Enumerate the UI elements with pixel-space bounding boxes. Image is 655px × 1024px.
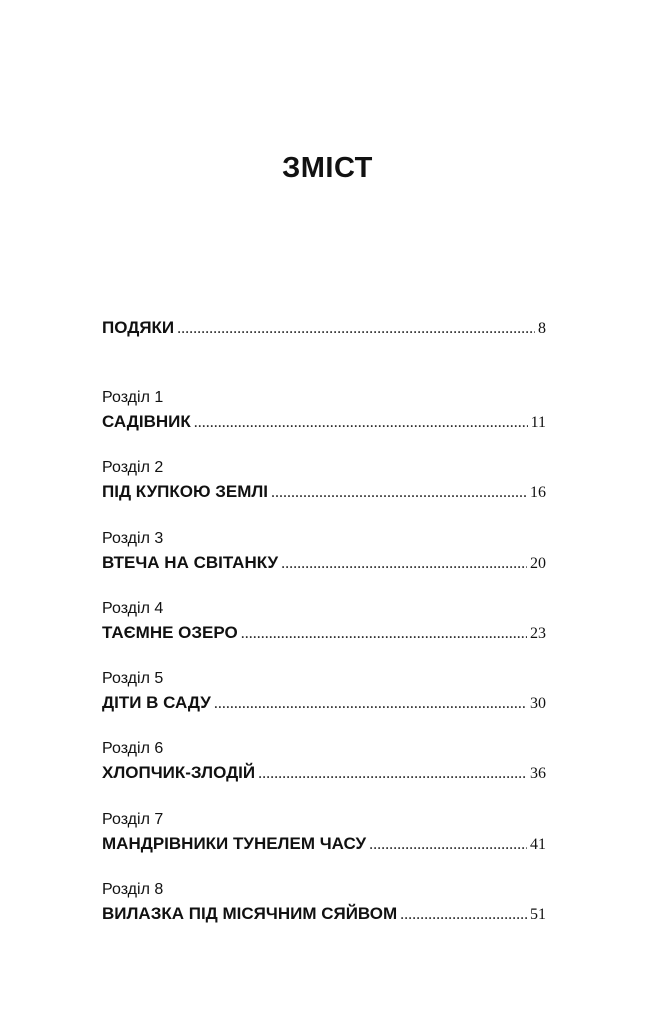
entry-title: ВТЕЧА НА СВІТАНКУ bbox=[102, 553, 279, 572]
dot-leader bbox=[271, 481, 527, 505]
toc-entry-chapter-1[interactable] bbox=[102, 386, 546, 434]
page-number: 20 bbox=[530, 555, 546, 572]
toc-entry-chapter-7[interactable] bbox=[102, 808, 546, 856]
chapter-label: Розділ 5 bbox=[102, 670, 164, 687]
entry-title: ТАЄМНЕ ОЗЕРО bbox=[102, 623, 238, 642]
toc-entry-chapter-8[interactable] bbox=[102, 878, 546, 926]
chapter-label: Розділ 6 bbox=[102, 740, 164, 757]
toc-entry-chapter-6[interactable] bbox=[102, 737, 546, 785]
dot-leader bbox=[258, 762, 527, 786]
page-number: 16 bbox=[530, 484, 546, 501]
chapter-label: Розділ 2 bbox=[102, 459, 164, 476]
chapter-label: Розділ 8 bbox=[102, 881, 164, 898]
entry-title: ПОДЯКИ bbox=[102, 318, 175, 337]
toc-entry-acknowledgements[interactable] bbox=[102, 316, 546, 340]
dot-leader bbox=[400, 903, 527, 927]
page-number: 8 bbox=[538, 320, 546, 337]
page-title: ЗМІСТ bbox=[282, 152, 373, 184]
dot-leader bbox=[214, 692, 527, 716]
chapter-label: Розділ 7 bbox=[102, 811, 164, 828]
page-number: 41 bbox=[530, 836, 546, 853]
chapter-label: Розділ 1 bbox=[102, 389, 164, 406]
dot-leader bbox=[194, 411, 528, 435]
entry-title: ВИЛАЗКА ПІД МІСЯЧНИМ СЯЙВОМ bbox=[102, 904, 398, 923]
dot-leader bbox=[281, 552, 527, 576]
toc-entry-chapter-5[interactable] bbox=[102, 667, 546, 715]
entry-title: ПІД КУПКОЮ ЗЕМЛІ bbox=[102, 482, 269, 501]
dot-leader bbox=[369, 833, 527, 857]
chapter-label: Розділ 3 bbox=[102, 530, 164, 547]
page-number: 36 bbox=[530, 765, 546, 782]
entry-title: ДІТИ В САДУ bbox=[102, 693, 211, 712]
page-number: 11 bbox=[530, 414, 546, 431]
dot-leader bbox=[177, 317, 535, 341]
toc-entry-chapter-2[interactable] bbox=[102, 456, 546, 504]
entry-title: ХЛОПЧИК-ЗЛОДІЙ bbox=[102, 763, 256, 782]
page-number: 30 bbox=[530, 695, 546, 712]
page-number: 51 bbox=[530, 906, 546, 923]
toc-entry-chapter-4[interactable] bbox=[102, 597, 546, 645]
entry-title: МАНДРІВНИКИ ТУНЕЛЕМ ЧАСУ bbox=[102, 834, 367, 853]
dot-leader bbox=[241, 622, 527, 646]
toc-entry-chapter-3[interactable] bbox=[102, 527, 546, 575]
chapter-label: Розділ 4 bbox=[102, 600, 164, 617]
page-number: 23 bbox=[530, 625, 546, 642]
entry-title: САДІВНИК bbox=[102, 412, 191, 431]
